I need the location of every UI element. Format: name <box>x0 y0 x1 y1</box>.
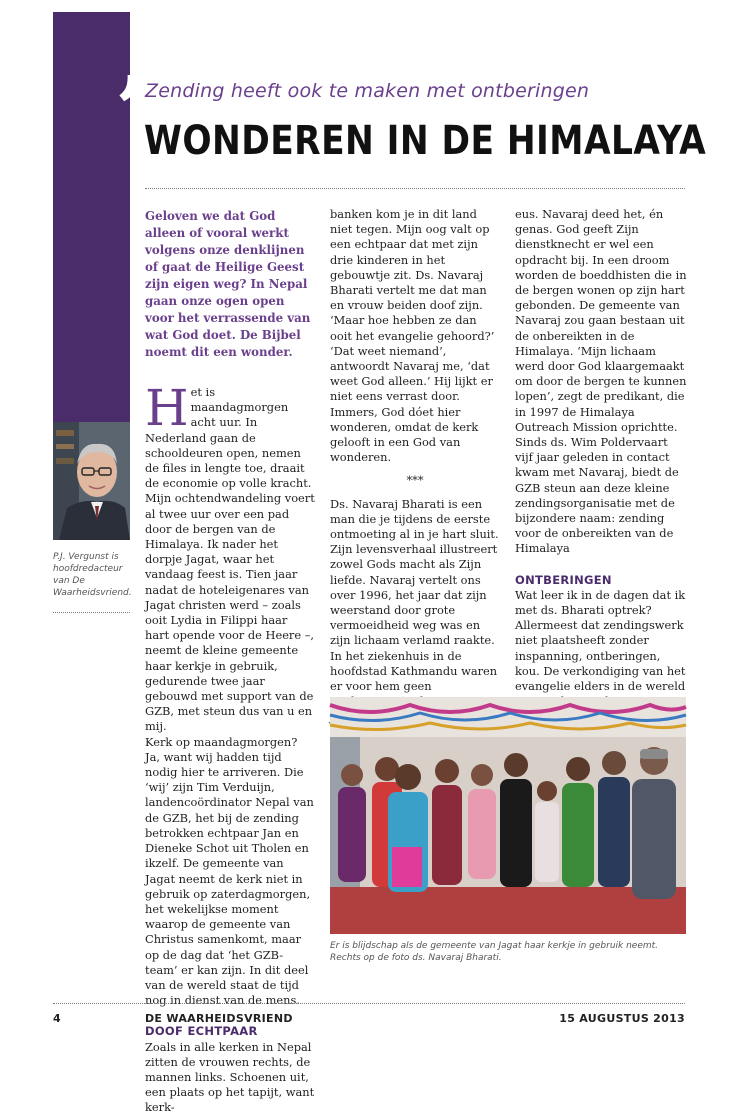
issue-date: 15 AUGUSTUS 2013 <box>559 1012 685 1025</box>
paragraph: Ds. Navaraj Bharati is een man die je tijdens de eerste ontmoeting al in je hart sluit. Zijn levensverhaal illustreert zowel Gods macht als Zijn liefde. Navaraj vertelt ons over 1996, het jaar dat zijn weerstand door grote vermoeidheid weg was en zijn lichaam verlamd raakte. In het ziekenhuis in de hoofdstad Kathmandu waren er voor hem geen <box>330 496 499 694</box>
paragraph: Wat leer ik in de dagen dat ik met ds. Bharati optrek? Allermeest dat zendingswerk niet plaatsheeft zonder inspanning, ontberingen, kou. De verkondiging van het evangelie elders in de wereld <box>515 587 686 694</box>
drop-cap: H <box>145 379 189 437</box>
quote-mark-icon: ” <box>115 56 160 164</box>
photo-caption: Er is blijdschap als de gemeente van Jagat haar kerkje in gebruik neemt. Rechts op de foto ds. Navaraj Bharati. <box>330 941 659 963</box>
author-divider <box>53 612 130 613</box>
sidebar-accent-bar <box>53 12 160 422</box>
top-divider <box>145 188 685 189</box>
text-column-3 <box>515 207 687 770</box>
paragraph-text: et is maandagmorgen acht uur. In Nederland gaan de schooldeuren open, nemen de files in lengte toe, draait de economie op volle kracht. Mijn ochtendwandeling voert al twee uur over een pad door de bergen van de Himalaya. Ik nader het dorpje Jagat, waar het vandaag feest is. Tien jaar nadat de hoteleigenares van Jagat christen werd – zoals ooit Lydia in Filippi haar hart opende voor de Heere –, neemt de kleine gemeente haar kerkje in gebruik, gedurende twee jaar gebouwd met support van de GZB, met steun dus van u en mij. <box>145 385 315 734</box>
paragraph <box>145 379 315 735</box>
paragraph: Zoals in alle kerken in Nepal zitten de vrouwen rechts, de mannen links. Schoenen uit, een plaats op het tapijt, want kerk- <box>145 1039 315 1115</box>
page-number: 4 <box>53 1012 61 1025</box>
section-separator: *** <box>406 473 424 488</box>
bottom-divider <box>53 1003 685 1004</box>
author-caption: P.J. Vergunst is hoofdredacteur van De Waarheidsvriend. <box>53 552 132 598</box>
article-headline: WONDEREN IN DE HIMALAYA <box>144 118 707 164</box>
article-kicker: Zending heeft ook te maken met ontberingen <box>145 80 590 102</box>
subheading-ontberingen: ONTBERINGEN <box>515 572 612 587</box>
publication-name: DE WAARHEIDSVRIEND <box>145 1012 293 1025</box>
paragraph: eus. Navaraj deed het, én genas. God geeft Zijn dienstknecht er wel een opdracht bij. In een droom worden de boeddhisten die in de bergen wonen op zijn hart gebonden. De gemeente van Navaraj zou gaan bestaan uit de onbereikten in de Himalaya. ‘Mijn lichaam werd door God klaargemaakt om door de bergen te kunnen lopen’, zegt de predikant, die in 1997 de Himalaya Outreach Mission oprichtte. Sinds ds. Wim Poldervaart vijf jaar geleden in contact kwam met Navaraj, biedt de GZB steun aan deze kleine zendingsorganisatie met de bijzondere naam: zending voor de onbereikten van de Himalaya <box>515 207 687 556</box>
subheading-doof-echtpaar: DOOF ECHTPAAR <box>145 1024 258 1039</box>
text-column-2 <box>330 207 500 755</box>
article-intro: Geloven we dat God alleen of vooral werkt volgens onze denklijnen of gaat de Heilige Geest zijn eigen weg? In Nepal gaan onze ogen open voor het verrassende van wat God doet. De Bijbel noemt dit een wonder. <box>145 209 311 359</box>
paragraph: banken kom je in dit land niet tegen. Mijn oog valt op een echtpaar dat met zijn drie kinderen in het gebouwtje zit. Ds. Navaraj Bharati vertelt me dat man en vrouw beiden doof zijn. ‘Maar hoe hebben ze dan ooit het evangelie gehoord?’ ‘Dat weet niemand’, antwoordt Navaraj me, ‘dat weet God alleen.’ Hij lijkt er niet eens verrast door. Immers, God dóet hier wonderen, omdat de kerk gelooft in een God van wonderen. <box>330 207 495 465</box>
paragraph: Kerk op maandagmorgen? Ja, want wij hadden tijd nodig hier te arriveren. Die ‘wij’ zijn Tim Verduijn, landencoördinator Nepal van de GZB, het bij de zending betrokken echtpaar Jan en Dieneke Schot uit Tholen en ikzelf. De gemeente van Jagat neemt de kerk niet in gebruik op zaterdagmorgen, het wekelijkse moment waarop de gemeente van Christus samenkomt, maar op de dag dat ‘het GZB-team’ er kan zijn. In dit deel van de wereld staat de tijd nog in dienst van de mens. <box>145 734 314 1008</box>
author-photo <box>53 422 130 540</box>
text-column-1 <box>145 379 315 1116</box>
church-photo <box>330 697 686 934</box>
